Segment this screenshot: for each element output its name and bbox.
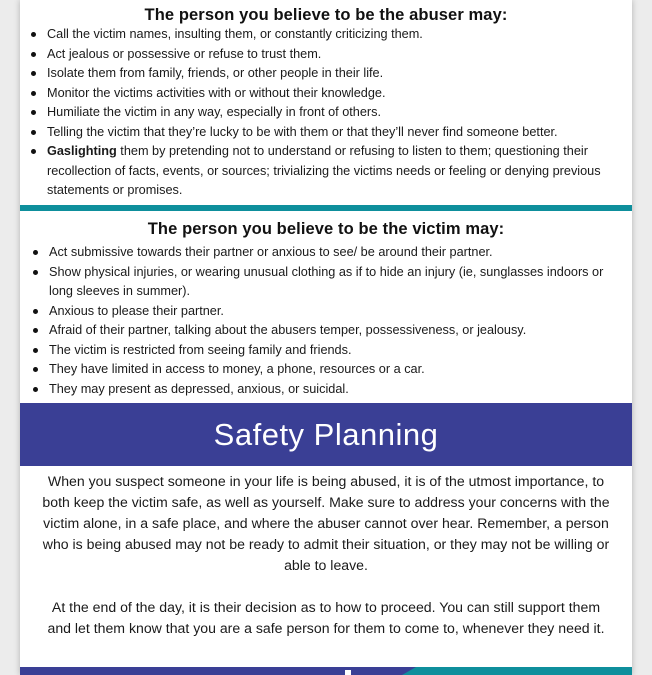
safety-planning-body: [42, 471, 610, 639]
bullet-dot-icon: [31, 32, 36, 37]
bullet-item: [28, 123, 632, 143]
bullet-text: Isolate them from family, friends, or other people in their life.: [47, 66, 384, 80]
footer-mark: [345, 670, 351, 675]
bullet-text: The victim is restricted from seeing family and friends.: [49, 342, 352, 357]
bullet-bold-term: Gaslighting: [47, 144, 117, 158]
bullet-text: them by pretending not to understand or refusing to listen to them; questioning their recollection of facts, events, or sources; trivializing the victims needs or feeling or denying previous statements or promises.: [47, 144, 601, 197]
section-divider: [20, 205, 632, 211]
bullet-item: [28, 64, 632, 84]
bullet-text: Anxious to please their partner.: [49, 303, 224, 318]
bullet-item: [28, 25, 632, 45]
footer-teal-accent: [402, 667, 632, 675]
bullet-dot-icon: [33, 309, 38, 314]
bullet-text: Monitor the victims activities with or without their knowledge.: [47, 85, 386, 100]
bullet-dot-icon: [31, 71, 36, 76]
bullet-dot-icon: [33, 270, 38, 275]
bullet-dot-icon: [31, 110, 36, 115]
bullet-dot-icon: [31, 52, 36, 57]
safety-planning-banner: [20, 403, 632, 466]
victim-signs-list: [30, 243, 630, 399]
safety-planning-title: Safety Planning: [213, 417, 439, 452]
bullet-item: [28, 142, 632, 201]
bullet-item: [28, 45, 632, 65]
bullet-item: [28, 103, 632, 123]
bullet-text: They may present as depressed, anxious, or suicidal.: [49, 381, 349, 396]
abuser-signs-list: [28, 25, 632, 201]
bullet-dot-icon: [31, 91, 36, 96]
bullet-text: Call the victim names, insulting them, or constantly criticizing them.: [47, 27, 423, 41]
safety-planning-paragraph-2: At the end of the day, it is their decision as to how to proceed. You can still support them and let them know that you are a safe person for them to come to, whenever they need it.: [47, 599, 605, 636]
bullet-text: Humiliate the victim in any way, especially in front of others.: [47, 105, 382, 119]
bullet-item: [28, 84, 632, 104]
bullet-text: Act jealous or possessive or refuse to trust them.: [47, 46, 322, 61]
bullet-item: [30, 380, 630, 400]
bullet-item: [30, 302, 630, 322]
bullet-item: [30, 341, 630, 361]
bullet-dot-icon: [33, 250, 38, 255]
bullet-item: [30, 321, 630, 341]
bullet-dot-icon: [33, 348, 38, 353]
safety-planning-paragraph-1: When you suspect someone in your life is being abused, it is of the utmost importance, to both keep the victim safe, as well as yourself. Make sure to address your concerns with the victim alone, in a safe place, and where the abuser cannot over hear. Remember, a person who is being abused may not be ready to admit their situation, or they may not be willing or able to leave.: [42, 473, 610, 573]
victim-signs-heading: The person you believe to be the victim may:: [147, 220, 505, 238]
bullet-dot-icon: [33, 328, 38, 333]
bullet-item: [30, 263, 630, 302]
bullet-text: Act submissive towards their partner or anxious to see/ be around their partner.: [49, 245, 493, 259]
bullet-text: Telling the victim that they’re lucky to be with them or that they’ll never find someone better.: [47, 124, 558, 139]
bullet-dot-icon: [33, 367, 38, 372]
document-page: [20, 0, 632, 675]
bullet-text: Show physical injuries, or wearing unusual clothing as if to hide an injury (ie, sunglasses indoors or long sleeves in summer).: [49, 264, 604, 298]
bullet-item: [30, 243, 630, 263]
bullet-item: [30, 360, 630, 380]
bullet-dot-icon: [31, 149, 36, 154]
victim-signs-section: [20, 213, 632, 403]
bullet-text: They have limited in access to money, a phone, resources or a car.: [49, 362, 425, 376]
footer-bar: [20, 667, 632, 675]
bullet-dot-icon: [33, 387, 38, 392]
abuser-signs-section: [20, 0, 632, 205]
bullet-text: Afraid of their partner, talking about the abusers temper, possessiveness, or jealousy.: [49, 323, 527, 337]
abuser-signs-heading: The person you believe to be the abuser may:: [144, 6, 508, 24]
bullet-dot-icon: [31, 130, 36, 135]
